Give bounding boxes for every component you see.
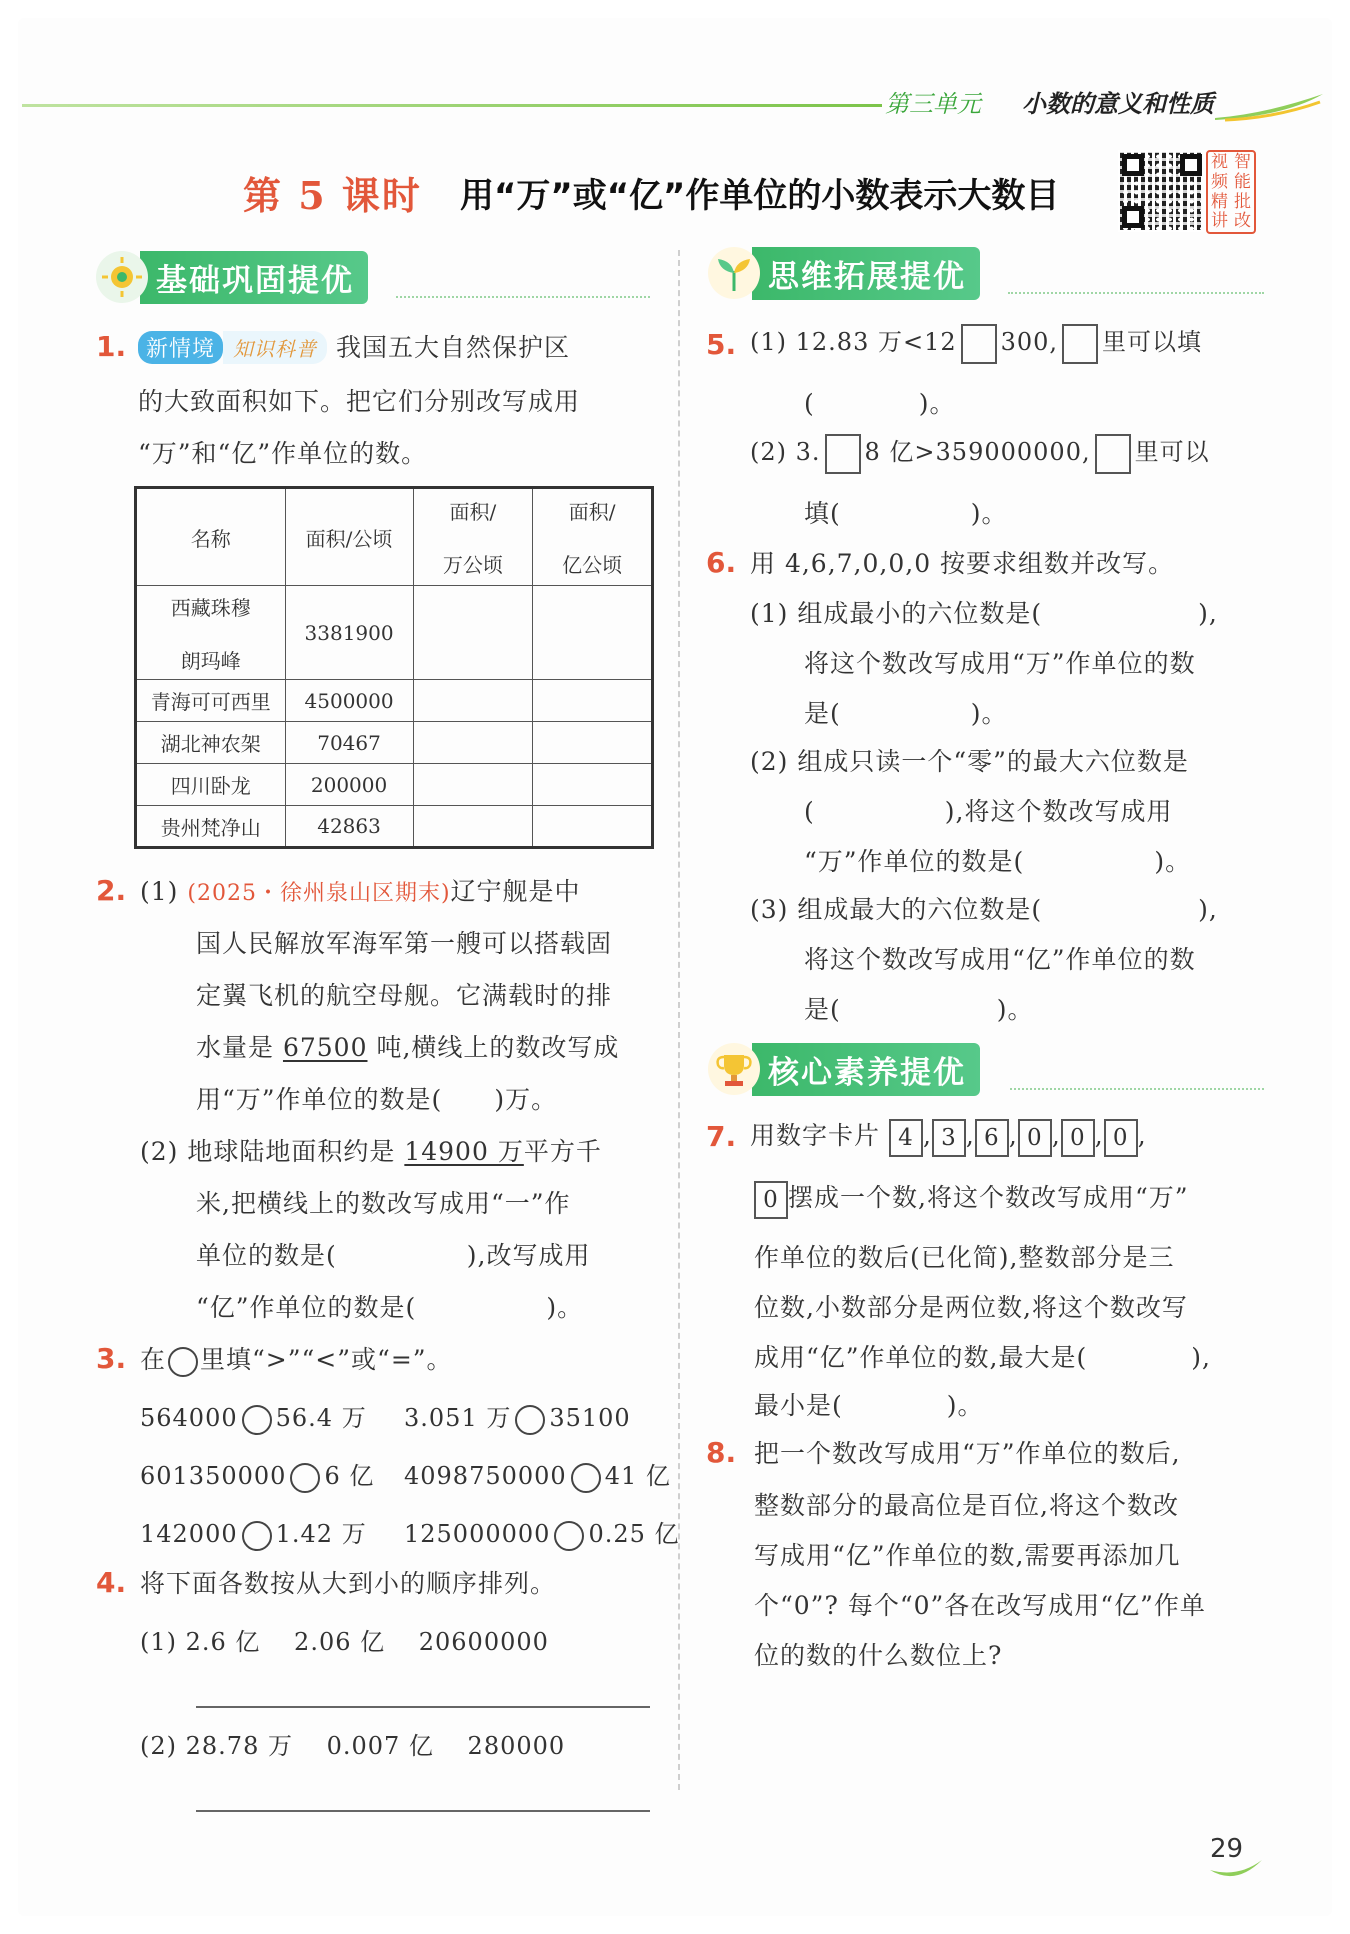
question-number: 5. [706,328,737,361]
q8-line2: 整数部分的最高位是百位,将这个数改 [754,1491,1179,1520]
page-swoosh-icon [1208,1856,1264,1882]
question-number: 6. [706,546,737,579]
digit-box-icon [1095,434,1131,474]
leaf-swoosh-icon [1215,92,1325,122]
answer-cell[interactable] [413,680,533,722]
q6-p1-line2: 将这个数改写成用“万”作单位的数 [804,649,1196,678]
header-rule [22,104,882,107]
section-basic-header [96,252,368,302]
q4-part2: (2) 28.78 万 0.007 亿 280000 [140,1732,566,1760]
table-header: 面积/ 万公顷 [413,488,533,586]
answer-cell[interactable] [413,722,533,764]
answer-cell[interactable] [533,680,653,722]
q3-row: 3.051 万 35100 [404,1398,631,1435]
dotted-rule [396,296,650,298]
digit-box[interactable] [825,434,861,474]
section-thinking-title: 思维拓展提优 [752,247,980,300]
answer-cell[interactable] [533,586,653,680]
knowledge-tag: 知识科普 [223,331,327,364]
q5-p1-line2: ( )。 [804,389,956,418]
answer-cell[interactable] [413,764,533,806]
q2-p1-line4: 水量是 67500 吨,横线上的数改写成 [196,1033,620,1062]
table-row: 贵州梵净山 42863 [136,806,653,848]
q6-p1-line3: 是( )。 [804,699,1008,728]
qr-code-icon[interactable] [1118,150,1206,232]
section-core-header [708,1044,980,1094]
dotted-rule [1010,1088,1264,1090]
page-number: 29 [1210,1834,1244,1864]
question-number: 4. [96,1566,127,1599]
table-row: 四川卧龙 200000 [136,764,653,806]
question-number: 2. [96,874,127,907]
question-number: 8. [706,1436,737,1469]
q6-prompt: 用 4,6,7,0,0,0 按要求组数并改写。 [750,549,1175,578]
q3-row: 601350000 6 亿 [140,1456,374,1493]
video-badge: 视 智 频 能 精 批 讲 改 [1206,150,1256,234]
compare-circle[interactable] [554,1521,584,1551]
answer-line[interactable] [196,1810,650,1812]
q8-line5: 位的数的什么数位上? [754,1641,1003,1670]
q2-p1-line1: (1) (2025・徐州泉山区期末)辽宁舰是中 [140,877,581,906]
q1-line2: 的大致面积如下。把它们分别改写成用 [138,387,581,416]
answer-cell[interactable] [533,722,653,764]
q2-p1-line2: 国人民解放军海军第一艘可以搭载固 [196,929,613,958]
q6-p2-line2: ( ),将这个数改写成用 [804,797,1173,826]
q6-p1-line1: (1) 组成最小的六位数是( ), [750,599,1218,628]
digit-card: 0 [1061,1119,1095,1157]
q2-p1-line5: 用“万”作单位的数是( )万。 [196,1085,558,1114]
q5-p1-line1: (1) 12.83 万<12 300, 里可以填 [750,322,1202,364]
compare-circle[interactable] [242,1521,272,1551]
reserve-area-table [134,486,654,849]
circle-icon [168,1347,198,1377]
q8-line3: 写成用“亿”作单位的数,需要再添加几 [754,1541,1181,1570]
q3-row: 4098750000 41 亿 [404,1456,671,1493]
sun-gear-icon [96,251,148,303]
q4-part1: (1) 2.6 亿 2.06 亿 20600000 [140,1628,549,1656]
q3-row: 564000 56.4 万 [140,1398,367,1435]
q7-line2: 0 摆成一个数,将这个数改写成用“万” [754,1178,1189,1219]
question-number: 7. [706,1120,737,1153]
compare-circle[interactable] [515,1405,545,1435]
new-context-tag: 新情境 [138,331,223,364]
answer-cell[interactable] [533,806,653,848]
q2-p2-line4: “亿”作单位的数是( )。 [196,1293,584,1322]
q6-p3-line1: (3) 组成最大的六位数是( ), [750,895,1218,924]
q2-p2-line2: 米,把横线上的数改写成用“一”作 [196,1189,571,1218]
q2-p2-line3: 单位的数是( ),改写成用 [196,1241,591,1270]
answer-cell[interactable] [533,764,653,806]
header-unit: 第三单元 [885,90,981,118]
section-thinking-header [708,248,980,298]
digit-box-icon [1062,324,1098,364]
q8-line4: 个“0”? 每个“0”各在改写成用“亿”作单 [754,1591,1206,1620]
digit-card: 4 [889,1119,923,1157]
table-header: 面积/ 亿公顷 [533,488,653,586]
q1-line3: “万”和“亿”作单位的数。 [138,439,428,468]
table-header: 面积/公顷 [285,488,413,586]
q2-p2-line1: (2) 地球陆地面积约是 14900 万平方千 [140,1137,602,1166]
q7-line5: 成用“亿”作单位的数,最大是( ), [754,1343,1211,1372]
column-divider [678,250,680,1790]
q3-prompt: 在 里填“>”“<”或“=”。 [140,1340,453,1377]
compare-circle[interactable] [571,1463,601,1493]
q3-row: 142000 1.42 万 [140,1514,367,1551]
q6-p3-line3: 是( )。 [804,995,1034,1024]
digit-card: 0 [1104,1119,1138,1157]
lesson-title: 用“万”或“亿”作单位的小数表示大数目 [460,176,1060,216]
compare-circle[interactable] [242,1405,272,1435]
q5-p2-line1: (2) 3. 8 亿>359000000, 里可以 [750,432,1210,474]
answer-cell[interactable] [413,586,533,680]
q2-p1-line3: 定翼飞机的航空母舰。它满载时的排 [196,981,613,1010]
digit-box[interactable] [961,324,997,364]
table-header: 名称 [136,488,286,586]
q7-line6: 最小是( )。 [754,1391,984,1420]
q5-p2-line2: 填( )。 [804,499,1008,528]
section-core-title: 核心素养提优 [752,1043,980,1096]
lesson-number: 第 5 课时 [243,173,422,218]
digit-card: 0 [1018,1119,1052,1157]
q7-line1: 用数字卡片 4 , 3 , 6 , 0 , 0 , 0 , [750,1116,1147,1157]
answer-line[interactable] [196,1706,650,1708]
q1-line1: 新情境 知识科普 我国五大自然保护区 [138,328,570,364]
q7-line4: 位数,小数部分是两位数,将这个数改写 [754,1293,1188,1322]
digit-card: 6 [975,1119,1009,1157]
question-number: 1. [96,330,127,363]
trophy-icon [708,1043,760,1095]
q6-p2-line1: (2) 组成只读一个“零”的最大六位数是 [750,747,1189,776]
table-row: 西藏珠穆 朗玛峰 3381900 [136,586,653,680]
q6-p2-line3: “万”作单位的数是( )。 [804,847,1192,876]
q8-line1: 把一个数改写成用“万”作单位的数后, [754,1439,1181,1468]
q7-line3: 作单位的数后(已化简),整数部分是三 [754,1243,1175,1272]
q6-p3-line2: 将这个数改写成用“亿”作单位的数 [804,945,1196,974]
compare-circle[interactable] [290,1463,320,1493]
table-row: 青海可可西里 4500000 [136,680,653,722]
dotted-rule [1008,292,1264,294]
sprout-icon [708,247,760,299]
q3-row: 125000000 0.25 亿 [404,1514,680,1551]
section-basic-title: 基础巩固提优 [140,251,368,304]
q4-prompt: 将下面各数按从大到小的顺序排列。 [140,1569,557,1598]
table-row: 湖北神农架 70467 [136,722,653,764]
header-topic: 小数的意义和性质 [1022,90,1214,118]
question-number: 3. [96,1342,127,1375]
answer-cell[interactable] [413,806,533,848]
digit-card: 3 [932,1119,966,1157]
digit-card: 0 [754,1181,788,1219]
